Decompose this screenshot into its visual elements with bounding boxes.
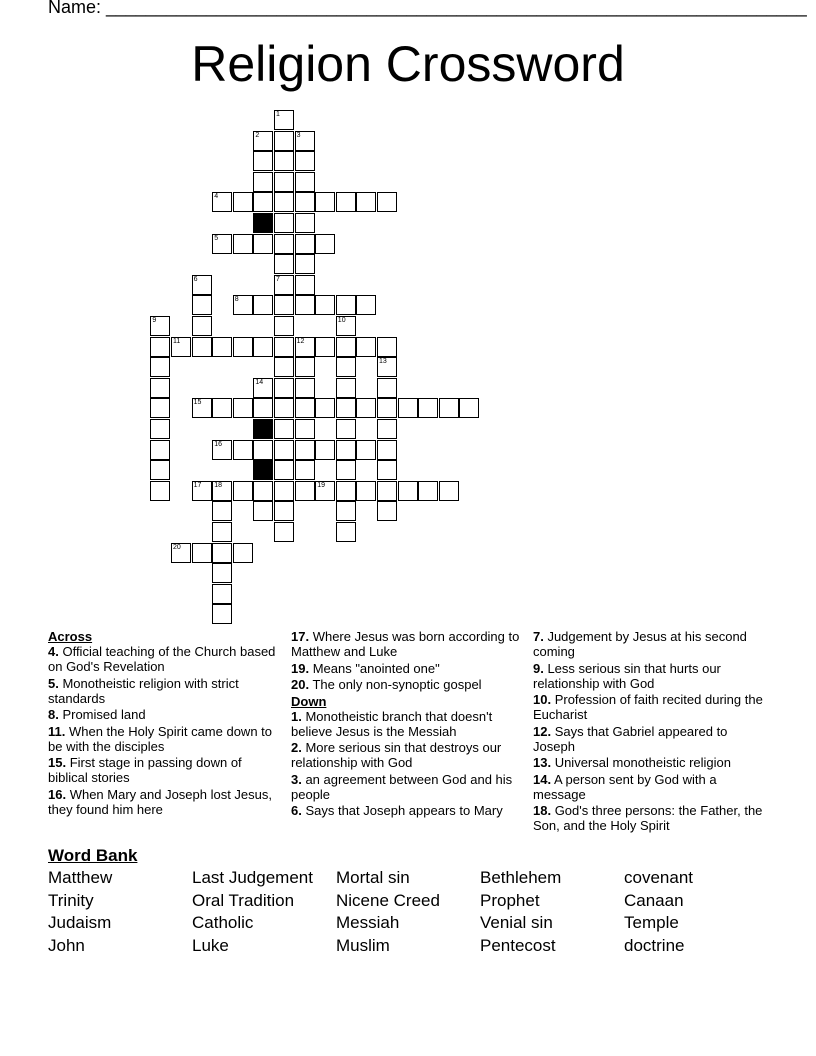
grid-cell[interactable] xyxy=(274,501,294,521)
grid-cell[interactable] xyxy=(274,440,294,460)
grid-cell[interactable] xyxy=(212,584,232,604)
down-clue-list-continued xyxy=(533,629,765,833)
grid-cell[interactable] xyxy=(295,192,315,212)
grid-cell[interactable] xyxy=(212,337,232,357)
down-heading: Down xyxy=(291,693,327,709)
grid-cell[interactable] xyxy=(274,234,294,254)
word-bank-column xyxy=(480,867,561,957)
clue-text: More serious sin that destroys our relationship with God xyxy=(291,740,502,770)
word-bank-word: John xyxy=(48,935,85,955)
grid-cell[interactable] xyxy=(315,192,335,212)
grid-cell[interactable] xyxy=(336,522,356,542)
grid-cell[interactable] xyxy=(274,213,294,233)
clue-number: 5. xyxy=(48,675,59,691)
grid-cell[interactable] xyxy=(356,192,376,212)
grid-cell[interactable] xyxy=(336,398,356,418)
grid-cell[interactable] xyxy=(212,398,232,418)
grid-cell[interactable] xyxy=(171,337,191,357)
clue xyxy=(291,661,527,676)
clue-number: 3 xyxy=(296,131,301,139)
clue-number: 7. xyxy=(533,629,544,644)
across-clue-list-continued xyxy=(291,629,527,692)
clue-number: 16 xyxy=(214,440,222,448)
clue-text: Says that Gabriel appeared to Joseph xyxy=(533,723,728,754)
grid-cell[interactable] xyxy=(336,460,356,480)
name-field[interactable]: Name: ______________________________________________________________________ xyxy=(48,0,807,17)
clue xyxy=(533,629,765,659)
page-title: Religion Crossword xyxy=(191,36,625,92)
clue-text: Says that Joseph appears to Mary xyxy=(301,803,503,818)
grid-cell[interactable] xyxy=(233,481,253,501)
grid-cell[interactable] xyxy=(315,398,335,418)
grid-cell[interactable] xyxy=(274,481,294,501)
clue-number: 2. xyxy=(291,740,302,755)
grid-cell[interactable] xyxy=(377,501,397,521)
grid-cell[interactable] xyxy=(398,481,418,501)
clue-text: Monotheistic religion with strict standards xyxy=(48,675,239,706)
clues-column-2 xyxy=(291,629,527,820)
grid-cell[interactable] xyxy=(192,275,212,295)
grid-cell[interactable] xyxy=(336,481,356,501)
clue-text: When Mary and Joseph lost Jesus, they found him here xyxy=(48,786,273,817)
grid-cell[interactable] xyxy=(274,337,294,357)
clue-number: 15. xyxy=(48,755,67,770)
grid-cell[interactable] xyxy=(253,337,273,357)
grid-cell[interactable] xyxy=(356,481,376,501)
grid-cell[interactable] xyxy=(274,254,294,274)
grid-cell[interactable] xyxy=(295,254,315,274)
grid-cell[interactable] xyxy=(274,398,294,418)
grid-cell[interactable] xyxy=(192,543,212,563)
grid-cell[interactable] xyxy=(233,337,253,357)
clue-number: 4. xyxy=(48,644,59,659)
clue xyxy=(48,755,276,785)
grid-cell[interactable] xyxy=(150,460,170,480)
grid-cell[interactable] xyxy=(274,378,294,398)
grid-cell[interactable] xyxy=(439,481,459,501)
grid-cell[interactable] xyxy=(377,460,397,480)
across-heading: Across xyxy=(48,629,93,644)
grid-cell[interactable] xyxy=(418,398,438,418)
clue-text: First stage in passing down of biblical stories xyxy=(48,755,242,785)
grid-cell[interactable] xyxy=(336,337,356,357)
clue xyxy=(48,644,276,674)
clue-number: 4 xyxy=(214,193,219,201)
grid-cell[interactable] xyxy=(295,419,315,439)
clue-number: 18. xyxy=(533,803,552,818)
grid-cell[interactable] xyxy=(356,295,376,315)
grid-cell[interactable] xyxy=(233,295,253,315)
word-bank-word: doctrine xyxy=(624,935,685,955)
clue-number: 13 xyxy=(379,358,387,366)
word-bank-column xyxy=(192,867,313,957)
grid-cell[interactable] xyxy=(150,440,170,460)
grid-cell[interactable] xyxy=(150,398,170,418)
clue-number: 9 xyxy=(152,317,157,324)
clue-number: 6. xyxy=(291,803,302,818)
clue-number: 19. xyxy=(291,660,310,676)
grid-cell[interactable] xyxy=(150,419,170,439)
clue-number: 11. xyxy=(48,723,66,739)
grid-cell[interactable] xyxy=(150,481,170,501)
grid-cell[interactable] xyxy=(295,213,315,233)
clue xyxy=(533,724,765,754)
grid-cell[interactable] xyxy=(377,419,397,439)
grid-cell[interactable] xyxy=(315,295,335,315)
grid-cell[interactable] xyxy=(212,522,232,542)
clue-number: 1 xyxy=(276,111,280,118)
grid-cell[interactable] xyxy=(150,378,170,398)
clue-number: 16. xyxy=(48,786,67,802)
grid-cell[interactable] xyxy=(192,295,212,315)
grid-cell[interactable] xyxy=(295,131,315,151)
word-bank-column xyxy=(48,867,112,957)
grid-cell[interactable] xyxy=(253,378,273,398)
clue-number: 2 xyxy=(255,131,260,139)
grid-cell[interactable] xyxy=(171,543,191,563)
grid-cell[interactable] xyxy=(295,295,315,315)
grid-cell[interactable] xyxy=(377,357,397,377)
grid-cell[interactable] xyxy=(212,192,232,212)
clues-column-1 xyxy=(48,629,276,818)
clue-number: 8 xyxy=(234,296,239,304)
black-square xyxy=(253,419,273,439)
grid-cell[interactable] xyxy=(377,398,397,418)
grid-cell[interactable] xyxy=(274,192,294,212)
grid-cell[interactable] xyxy=(253,398,273,418)
clue-text: Means "anointed one" xyxy=(309,660,440,676)
word-bank-title: Word Bank xyxy=(48,846,138,865)
across-clue-list xyxy=(48,644,276,817)
grid-cell[interactable] xyxy=(150,316,170,336)
grid-cell[interactable] xyxy=(274,110,294,130)
word-bank-word: Judaism xyxy=(48,913,112,932)
clue-text: Official teaching of the Church based on God's Revelation xyxy=(48,644,276,674)
grid-cell[interactable] xyxy=(274,275,294,295)
clue-number: 15 xyxy=(193,399,202,407)
clue-number: 20. xyxy=(291,677,310,692)
clue-text: Promised land xyxy=(58,707,146,722)
grid-cell[interactable] xyxy=(315,440,335,460)
word-bank-word: Trinity xyxy=(48,890,94,910)
clue-number: 13. xyxy=(533,755,552,770)
clue-number: 12 xyxy=(296,337,305,345)
clue xyxy=(291,740,527,770)
grid-cell[interactable] xyxy=(295,172,315,192)
clue-text: Profession of faith recited during the Eucharist xyxy=(533,692,763,722)
black-square xyxy=(253,213,273,233)
clue-text: God's three persons: the Father, the Son, and the Holy Spirit xyxy=(533,803,763,833)
grid-cell[interactable] xyxy=(336,192,356,212)
grid-cell[interactable] xyxy=(233,234,253,254)
clue xyxy=(48,707,276,722)
clue xyxy=(291,629,527,659)
clue-text: an agreement between God and his people xyxy=(291,771,513,802)
grid-cell[interactable] xyxy=(274,172,294,192)
clue-number: 12. xyxy=(533,723,552,739)
grid-cell[interactable] xyxy=(192,316,212,336)
grid-cell[interactable] xyxy=(233,543,253,563)
clue-text: When the Holy Spirit came down to be with the disciples xyxy=(48,723,273,754)
grid-cell[interactable] xyxy=(377,378,397,398)
grid-cell[interactable] xyxy=(295,151,315,171)
grid-cell[interactable] xyxy=(253,440,273,460)
word-bank-word: Matthew xyxy=(48,868,113,887)
grid-cell[interactable] xyxy=(150,357,170,377)
clue-number: 7 xyxy=(276,275,280,283)
clue xyxy=(533,661,765,691)
grid-cell[interactable] xyxy=(418,481,438,501)
grid-cell[interactable] xyxy=(356,440,376,460)
grid-cell[interactable] xyxy=(233,398,253,418)
grid-cell[interactable] xyxy=(233,440,253,460)
clue-number: 3. xyxy=(291,771,302,787)
clue xyxy=(291,677,527,692)
word-bank-word: Nicene Creed xyxy=(336,890,440,910)
grid-cell[interactable] xyxy=(274,357,294,377)
clue-text: Judgement by Jesus at his second coming xyxy=(533,629,747,659)
grid-cell[interactable] xyxy=(356,398,376,418)
word-bank-word: Catholic xyxy=(192,913,254,932)
clue-number: 11 xyxy=(173,337,181,345)
grid-cell[interactable] xyxy=(212,481,232,501)
down-clue-list xyxy=(291,709,527,819)
grid-cell[interactable] xyxy=(253,131,273,151)
grid-cell[interactable] xyxy=(377,337,397,357)
clue-number: 9. xyxy=(533,660,544,676)
clue-number: 17. xyxy=(291,629,310,644)
word-bank-word: Oral Tradition xyxy=(192,890,295,910)
clue-number: 17 xyxy=(193,481,202,489)
grid-cell[interactable] xyxy=(336,357,356,377)
grid-cell[interactable] xyxy=(274,151,294,171)
clue xyxy=(291,709,527,739)
word-bank-word: Venial sin xyxy=(480,913,553,932)
word-bank-word: Prophet xyxy=(480,890,540,910)
clue-number: 10 xyxy=(337,317,346,324)
grid-cell[interactable] xyxy=(274,295,294,315)
word-bank-word: Last Judgement xyxy=(192,868,313,887)
clue xyxy=(533,803,765,833)
clue xyxy=(48,676,276,706)
clue-number: 18 xyxy=(214,481,222,489)
clue-number: 6 xyxy=(193,275,198,283)
word-bank-word: covenant xyxy=(624,868,693,887)
grid-cell[interactable] xyxy=(212,543,232,563)
grid-cell[interactable] xyxy=(253,295,273,315)
grid-cell[interactable] xyxy=(295,357,315,377)
word-bank-word: Luke xyxy=(192,935,229,955)
grid-cell[interactable] xyxy=(233,192,253,212)
word-bank-column xyxy=(336,867,440,957)
clue xyxy=(48,787,276,817)
grid-cell[interactable] xyxy=(212,563,232,583)
clue-number: 14. xyxy=(533,771,552,787)
grid-cell[interactable] xyxy=(295,481,315,501)
grid-cell[interactable] xyxy=(356,337,376,357)
clue-text: Less serious sin that hurts our relationship with God xyxy=(533,660,721,691)
grid-cell[interactable] xyxy=(192,398,212,418)
grid-cell[interactable] xyxy=(295,440,315,460)
grid-cell[interactable] xyxy=(377,192,397,212)
grid-cell[interactable] xyxy=(377,440,397,460)
grid-cell[interactable] xyxy=(295,234,315,254)
word-bank-word: Messiah xyxy=(336,913,400,932)
grid-cell[interactable] xyxy=(212,440,232,460)
grid-cell[interactable] xyxy=(295,398,315,418)
word-bank-word: Canaan xyxy=(624,890,684,910)
grid-cell[interactable] xyxy=(253,501,273,521)
grid-cell[interactable] xyxy=(212,604,232,624)
clue-text: Universal monotheistic religion xyxy=(551,755,731,770)
clue-number: 20 xyxy=(173,543,181,551)
word-bank-word: Temple xyxy=(624,913,679,932)
word-bank-word: Bethlehem xyxy=(480,868,562,887)
grid-cell[interactable] xyxy=(439,398,459,418)
grid-cell[interactable] xyxy=(398,398,418,418)
clues-column-3 xyxy=(533,629,765,835)
grid-cell[interactable] xyxy=(295,378,315,398)
clue-number: 8. xyxy=(48,707,59,722)
grid-cell[interactable] xyxy=(336,501,356,521)
grid-cell[interactable] xyxy=(274,460,294,480)
grid-cell[interactable] xyxy=(315,234,335,254)
clue-number: 19 xyxy=(317,481,325,489)
grid-cell[interactable] xyxy=(274,131,294,151)
grid-cell[interactable] xyxy=(274,316,294,336)
grid-cell[interactable] xyxy=(274,419,294,439)
grid-cell[interactable] xyxy=(150,337,170,357)
word-bank-column xyxy=(624,867,693,957)
grid-cell[interactable] xyxy=(212,501,232,521)
grid-cell[interactable] xyxy=(295,337,315,357)
grid-cell[interactable] xyxy=(336,378,356,398)
black-square xyxy=(253,460,273,480)
clue-number: 5 xyxy=(214,234,219,242)
clue-text: A person sent by God with a message xyxy=(533,771,717,802)
grid-cell[interactable] xyxy=(377,481,397,501)
grid-cell[interactable] xyxy=(315,481,335,501)
clue xyxy=(291,803,527,818)
clue xyxy=(291,772,527,802)
clue-text: Monotheistic branch that doesn't believe Jesus is the Messiah xyxy=(291,708,493,739)
clue xyxy=(533,755,765,770)
grid-cell[interactable] xyxy=(274,522,294,542)
grid-cell[interactable] xyxy=(253,234,273,254)
grid-cell[interactable] xyxy=(336,316,356,336)
word-bank-word: Muslim xyxy=(336,935,390,955)
word-bank-word: Mortal sin xyxy=(336,868,410,887)
grid-cell[interactable] xyxy=(315,337,335,357)
grid-cell[interactable] xyxy=(336,440,356,460)
grid-cell[interactable] xyxy=(295,275,315,295)
grid-cell[interactable] xyxy=(295,460,315,480)
grid-cell[interactable] xyxy=(212,234,232,254)
clue-text: The only non-synoptic gospel xyxy=(309,677,482,692)
grid-cell[interactable] xyxy=(253,151,273,171)
grid-cell[interactable] xyxy=(459,398,479,418)
grid-cell[interactable] xyxy=(253,481,273,501)
word-bank-word: Pentecost xyxy=(480,935,556,955)
grid-cell[interactable] xyxy=(192,481,212,501)
grid-cell[interactable] xyxy=(253,192,273,212)
clue-number: 14 xyxy=(255,378,264,386)
clue xyxy=(533,692,765,722)
grid-cell[interactable] xyxy=(253,172,273,192)
grid-cell[interactable] xyxy=(336,419,356,439)
clue-number: 10. xyxy=(533,692,552,707)
grid-cell[interactable] xyxy=(336,295,356,315)
grid-cell[interactable] xyxy=(192,337,212,357)
clue-text: Where Jesus was born according to Matthew and Luke xyxy=(291,629,520,659)
clue xyxy=(533,772,765,802)
clue xyxy=(48,724,276,754)
clue-number: 1. xyxy=(291,708,302,724)
